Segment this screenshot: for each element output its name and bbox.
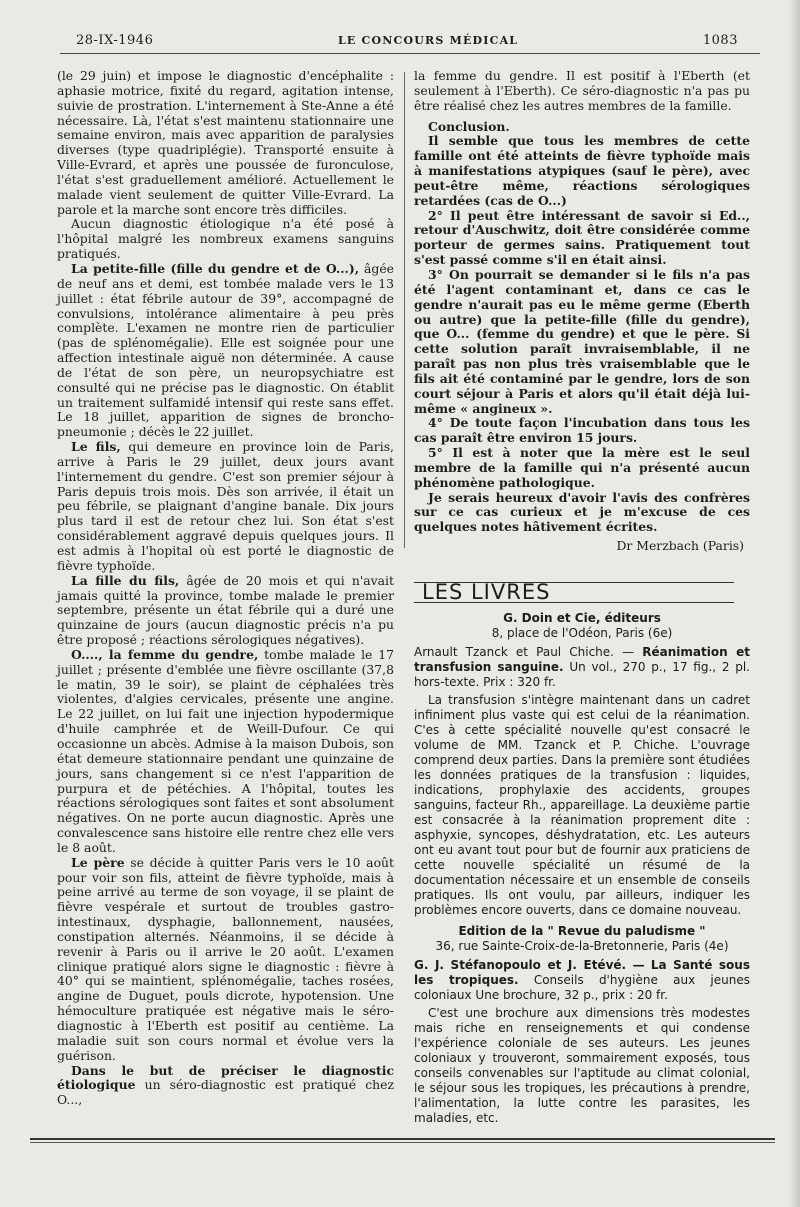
paragraph <box>57 574 394 648</box>
publisher-address: 8, place de l'Odéon, Paris (6e) <box>491 625 673 640</box>
book-entry <box>414 645 750 690</box>
conclusion-heading: Conclusion. <box>428 118 510 134</box>
book-meta: Conseils d'hygiène aux jeunes coloniaux Une brochure, 32 p., prix : 20 fr. <box>414 972 750 1002</box>
conclusion-point: 4° De toute façon l'incubation dans tous les cas paraît être environ 15 jours. <box>414 415 750 446</box>
page-number: 1083 <box>702 32 738 48</box>
paragraph <box>57 1064 394 1109</box>
book-review: La transfusion s'intègre maintenant dans un cadret infiniment plus vaste qui est celui de la réanimation. C'es à cette spécialité nouvelle qu'est consacré le volume de MM. Tzanck et P. Chiche. L'ouvrage comprend deux parties. Dans la première sont étudiées les données pratiques de la transfusion : liquides, indications, prophylaxie des accidents, groupes sanguins, facteur Rh., appareillage. La deuxième partie est consacrée à la réanimation proprement dite : asphyxie, syncopes, déshydratation, etc. Les auteurs ont eu avant tout pour but de fournir aux praticiens de cette nouvelle spécialité un résumé de la documentation nécessaire et un ensemble de conseils pratiques. Ils ont voulu, par ailleurs, indiquer les problèmes encore ouverts, dans ce domaine nouveau. <box>414 692 750 917</box>
paragraph-body: un séro-diagnostic est pratiqué chez O..., <box>57 1077 394 1108</box>
paragraph-body: se décide à quitter Paris vers le 10 août pour voir son fils, atteint de fièvre typhoïde, mais à peine arrivé au terme de son voyage, il se plaint de fièvre vespérale et surtout de troubles gastro-intestinaux, dysphagie, ballonnement, nausées, constipation alternés. Néanmoins, il se décide à revenir à Paris ou il arrive le 20 août. L'examen clinique pratiqué alors signe le diagnostic : fièvre à 40° qui se maintient, splénomégalie, taches rosées, angine de Duguet, pouls dicrote, hypotension. Une hémoculture pratiquée est négative mais le séro-diagnostic à l'Eberth est positif au centième. La maladie suit son cours normal et évolue vers la guérison. <box>57 854 394 1063</box>
paragraph <box>57 440 394 574</box>
book-meta: Un vol., 270 p., 17 fig., 2 pl. hors-texte. Prix : 320 fr. <box>414 659 750 689</box>
paragraph: (le 29 juin) et impose le diagnostic d'encéphalite : aphasie motrice, fixité du regard, agitation intense, suivie de prostration. L'internement à Ste-Anne a été nécessaire. Là, l'état s'est maintenu stationnaire une semaine environ, mais avec apparition de paralysies diverses (type quadriplégie). Transporté ensuite à Ville-Evrard, et après une poussée de furonculose, l'état s'est graduellement amélioré. Actuellement le malade vient seulement de quitter Ville-Evrard. La parole et la marche sont encore très difficiles. <box>57 68 394 217</box>
publisher-name: G. Doin et Cie, éditeurs <box>503 610 661 625</box>
right-column <box>414 69 750 1126</box>
left-column <box>57 69 394 1108</box>
header-rule <box>60 53 760 54</box>
paragraph: Aucun diagnostic étiologique n'a été posé à l'hôpital malgré les nombreux examens sanguins pratiqués. <box>57 216 394 262</box>
paragraph <box>57 648 394 856</box>
book-reviews <box>414 611 750 1126</box>
paragraph-body: âgée de 20 mois et qui n'avait jamais quitté la province, tombe malade le premier septembre, présente un état fébrile qui a duré une quinzaine de jours (aucun diagnostic précis n'a pu être proposé ; réactions sérologiques négatives). <box>57 572 395 648</box>
book-review: C'est une brochure aux dimensions très modestes mais riche en renseignements et qui condense l'expérience coloniale de ses auteurs. Les jeunes coloniaux y trouveront, sommairement exposés, tous conseils convenables sur l'aptitude au climat colonial, le séjour sous les tropiques, les précautions à prendre, l'alimentation, la lutte contre les parasites, les maladies, etc. <box>414 1005 750 1125</box>
paragraph-lead: La petite-fille (fille du gendre et de O...), <box>71 260 360 276</box>
conclusion-point: 3° On pourrait se demander si le fils n'a pas été l'agent contaminant et, dans ce cas le gendre n'aurait pas eu le même germe (Eberth ou autre) que la petite-fille (fille du gendre), que O... (femme du gendre) et que le père. Si cette solution paraît invraisemblable, il ne paraît pas non plus très vraisemblable que le fils ait été contaminé par le gendre, lors de son court séjour à Paris et alors qu'il était déjà lui-même « angineux ». <box>414 266 750 416</box>
book-title: La Santé sous les tropiques. <box>414 957 750 987</box>
conclusion-point: 2° Il peut être intéressant de savoir si Ed.., retour d'Auschwitz, doit être considérée comme porteur de germes sains. Pratiquement tout s'est passé comme s'il en était ainsi. <box>414 207 750 268</box>
paragraph <box>57 856 394 1064</box>
book-entry <box>414 958 750 1003</box>
page-header <box>76 30 738 50</box>
book-authors: Arnault Tzanck et Paul Chiche. — <box>414 644 635 659</box>
book-title: Réanimation et transfusion sanguine. <box>414 644 750 674</box>
paragraph: la femme du gendre. Il est positif à l'Eberth (et seulement à l'Eberth). Ce séro-diagnostic n'a pas pu être réalisé chez les autres membres de la famille. <box>414 68 750 113</box>
paragraph-lead: Le fils, <box>71 439 121 455</box>
closing-remark: Je serais heureux d'avoir l'avis des confrères sur ce cas curieux et je m'excuse de ces quelques notes hâtivement écrites. <box>414 489 750 535</box>
column-divider <box>404 72 405 548</box>
paragraph-lead: La fille du fils, <box>71 572 180 588</box>
paragraph-body: qui demeure en province loin de Paris, arrive à Paris le 29 juillet, deux jours avant l'internement du gendre. C'est son premier séjour à Paris depuis trois mois. Dès son arrivée, il était un peu fébrile, se plaignant d'angine banale. Dix jours plus tard il est de retour chez lui. Son état s'est considérablement aggravé depuis quelques jours. Il est admis à l'hopital où est porté le diagnostic de fièvre typhoïde. <box>57 439 394 573</box>
conclusion-point: Il semble que tous les membres de cette famille ont été atteints de fièvre typhoïde mais à manifestations atypiques (sauf le père), avec peut-être même, réactions sérologiques retardées (cas de O...) <box>414 133 750 208</box>
page-edge-shadow <box>788 0 800 1207</box>
book-authors: G. J. Stéfanopoulo et J. Etévé. — <box>414 957 645 972</box>
paragraph-lead: Dans le but de préciser le diagnostic étiologique <box>57 1062 394 1093</box>
publisher-name: Edition de la " Revue du paludisme " <box>458 923 706 938</box>
paragraph-body: âgée de neuf ans et demi, est tombée malade vers le 13 juillet : état fébrile autour de 39°, accompagné de convulsions, intolérance alimentaire à peu près complète. L'examen ne montre rien de particulier (pas de splénomégalie). Elle est soignée pour une affection intestinale aiguë non déterminée. A cause de l'état de son père, un neuropsychiatre est consulté qui ne précise pas le diagnostic. On établit un traitement sulfamidé intensif qui reste sans effet. Le 18 juillet, apparition de signes de broncho-pneumonie ; décès le 22 juillet. <box>57 260 394 440</box>
publisher-address: 36, rue Sainte-Croix-de-la-Bretonnerie, Paris (4e) <box>435 938 729 953</box>
conclusion-point: 5° Il est à noter que la mère est le seul membre de la famille qui n'a présenté aucun phénomène pathologique. <box>414 445 750 490</box>
issue-date: 28-IX-1946 <box>76 32 154 48</box>
paragraph <box>57 262 394 440</box>
paragraph-lead: Le père <box>71 854 125 870</box>
footer-rule <box>30 1138 775 1140</box>
journal-name: LE CONCOURS MÉDICAL <box>337 33 519 47</box>
footer-rule <box>30 1142 775 1143</box>
paragraph-body: tombe malade le 17 juillet ; présente d'emblée une fièvre oscillante (37,8 le matin, 39 le soir), se plaint de céphalées très violentes, d'algies cervicales, présente une angine. Le 22 juillet, on lui fait une injection hypodermique d'huile camphrée et de Weill-Dufour. Ce qui occasionne un abcès. Admise à la maison Dubois, son état demeure stationnaire pendant une quinzaine de jours, sans changement si ce n'est l'apparition de purpura et de pétéchies. A l'hôpital, toutes les réactions sérologiques sont faites et sont absolument négatives. On ne porte aucun diagnostic. Après une convalescence sans histoire elle rentre chez elle vers le 8 août. <box>57 646 394 855</box>
paragraph-lead: O...., la femme du gendre, <box>71 646 259 662</box>
section-title: LES LIVRES <box>414 582 734 603</box>
author-signature: Dr Merzbach (Paris) <box>616 538 744 554</box>
